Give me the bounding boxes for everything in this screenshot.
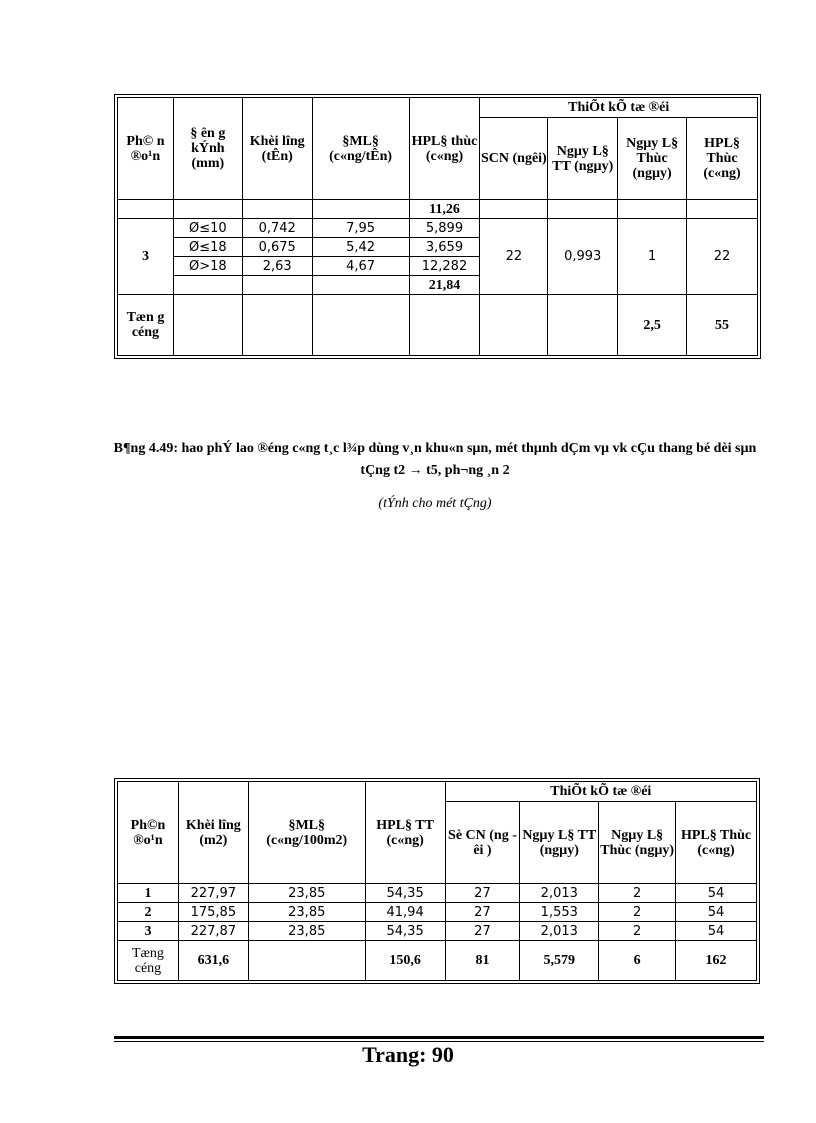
table-row-3-phan-doan: 3 [118, 922, 179, 941]
total-label: Tæn g céng [118, 295, 174, 356]
scn-value: 22 [480, 219, 548, 295]
table-row-2-hpl-tt: 41,94 [365, 903, 445, 922]
row-diameter: Ø≤10 [173, 219, 242, 238]
subtotal-bottom: 21,84 [409, 276, 480, 295]
row-dinh-muc: 7,95 [312, 219, 409, 238]
row-hpl: 12,282 [409, 257, 480, 276]
cell-empty [480, 295, 548, 356]
cell-empty [312, 295, 409, 356]
header-khoi-luong: Khèi lîng (tÊn) [242, 98, 312, 200]
table-row-1-ngay-thuc: 2 [599, 884, 676, 903]
table-row-1-phan-doan: 1 [118, 884, 179, 903]
cell-empty [173, 200, 242, 219]
total-hpl-thuc: 162 [676, 941, 757, 981]
table-row-2-ngay-tt: 1,553 [520, 903, 599, 922]
cell-empty [312, 200, 409, 219]
table-row-3-so-cn: 27 [445, 922, 520, 941]
total-ngay-thuc: 2,5 [618, 295, 687, 356]
header-hpl-thuc-2: HPL§ Thùc (c«ng) [687, 118, 758, 200]
table-row-2-hpl-thuc: 54 [676, 903, 757, 922]
table-row-3-ngay-tt: 2,013 [520, 922, 599, 941]
cell-empty [173, 295, 242, 356]
header-ngay-ld-tt: Ngµy L§ TT (ngµy) [548, 118, 618, 200]
header-khoi-luong: Khèi lîng (m2) [178, 782, 248, 884]
cell-empty [618, 200, 687, 219]
table-row-2-so-cn: 27 [445, 903, 520, 922]
row-khoi-luong: 0,675 [242, 238, 312, 257]
cell-empty [687, 200, 758, 219]
table-row-3-hpl-tt: 54,35 [365, 922, 445, 941]
header-phan-doan: Ph© n ®o¹n [118, 98, 174, 200]
total-hpl-tt: 150,6 [365, 941, 445, 981]
header-hpl-tt: HPL§ TT (c«ng) [365, 782, 445, 884]
header-group-thiet-ke: ThiÕt kÕ tæ ®éi [445, 782, 756, 802]
table-row-2-khoi-luong: 175,85 [178, 903, 248, 922]
row-dinh-muc: 5,42 [312, 238, 409, 257]
total-so-cn: 81 [445, 941, 520, 981]
header-ngay-ld-tt: Ngµy L§ TT (ngµy) [520, 802, 599, 884]
cell-empty [242, 200, 312, 219]
table-caption: B¶ng 4.49: hao phÝ lao ®éng c«ng t¸c l¾p dùng v¸n khu«n sµn, mét thµnh dÇm vµ vk cÇu thang bé dèi sµn tÇng t2 → t5, ph¬ng ¸n 2 [113, 441, 757, 478]
header-dinh-muc: §ML§ (c«ng/100m2) [248, 782, 365, 884]
table-row-1-dinh-muc: 23,85 [248, 884, 365, 903]
row-diameter: Ø>18 [173, 257, 242, 276]
header-hpl-thuc: HPL§ thùc (c«ng) [409, 98, 480, 200]
header-hpl-thuc: HPL§ Thùc (c«ng) [676, 802, 757, 884]
header-duong-kinh: § ên g kÝnh (mm) [173, 98, 242, 200]
ngay-tt-value: 0,993 [548, 219, 618, 295]
section-label: 3 [118, 219, 174, 295]
table-row-3-khoi-luong: 227,87 [178, 922, 248, 941]
table-row-1-ngay-tt: 2,013 [520, 884, 599, 903]
table-row-1-hpl-tt: 54,35 [365, 884, 445, 903]
header-ngay-ld-thuc: Ngµy L§ Thùc (ngµy) [618, 118, 687, 200]
total-hpl-thuc: 55 [687, 295, 758, 356]
page-number: Trang: 90 [362, 1042, 454, 1067]
table-row-2-dinh-muc: 23,85 [248, 903, 365, 922]
cell-empty [548, 200, 618, 219]
table-row-1-so-cn: 27 [445, 884, 520, 903]
header-phan-doan: Ph©n ®o¹n [118, 782, 179, 884]
row-hpl: 5,899 [409, 219, 480, 238]
total-label: Tæng céng [118, 941, 179, 981]
cell-empty [312, 276, 409, 295]
table-row-1-hpl-thuc: 54 [676, 884, 757, 903]
cell-empty [548, 295, 618, 356]
header-ngay-ld-thuc: Ngµy L§ Thùc (ngµy) [599, 802, 676, 884]
cell-empty [173, 276, 242, 295]
table-row-3-ngay-thuc: 2 [599, 922, 676, 941]
header-so-cn: Sè CN (ng êi ) [445, 802, 520, 884]
row-dinh-muc: 4,67 [312, 257, 409, 276]
footer-rule-thick [114, 1036, 764, 1039]
cell-empty [409, 295, 480, 356]
row-diameter: Ø≤18 [173, 238, 242, 257]
header-scn: SCN (ngêi) [480, 118, 548, 200]
cell-empty [480, 200, 548, 219]
table-row-2-ngay-thuc: 2 [599, 903, 676, 922]
total-ngay-thuc: 6 [599, 941, 676, 981]
header-group-thiet-ke: ThiÕt kÕ tæ ®éi [480, 98, 758, 118]
cell-empty [118, 200, 174, 219]
subtotal-top: 11,26 [409, 200, 480, 219]
table-subcaption: (tÝnh cho mét tÇng) [378, 496, 492, 511]
total-dinh-muc [248, 941, 365, 981]
labor-table-2 [117, 781, 757, 981]
row-hpl: 3,659 [409, 238, 480, 257]
row-khoi-luong: 0,742 [242, 219, 312, 238]
table-row-2-phan-doan: 2 [118, 903, 179, 922]
cell-empty [242, 276, 312, 295]
table-row-1-khoi-luong: 227,97 [178, 884, 248, 903]
total-ngay-tt: 5,579 [520, 941, 599, 981]
table-row-3-hpl-thuc: 54 [676, 922, 757, 941]
total-khoi-luong: 631,6 [178, 941, 248, 981]
cell-empty [242, 295, 312, 356]
labor-table-1 [117, 97, 758, 356]
header-dinh-muc: §ML§ (c«ng/tÊn) [312, 98, 409, 200]
table-row-3-dinh-muc: 23,85 [248, 922, 365, 941]
row-khoi-luong: 2,63 [242, 257, 312, 276]
ngay-thuc-value: 1 [618, 219, 687, 295]
hpl-thuc-value: 22 [687, 219, 758, 295]
